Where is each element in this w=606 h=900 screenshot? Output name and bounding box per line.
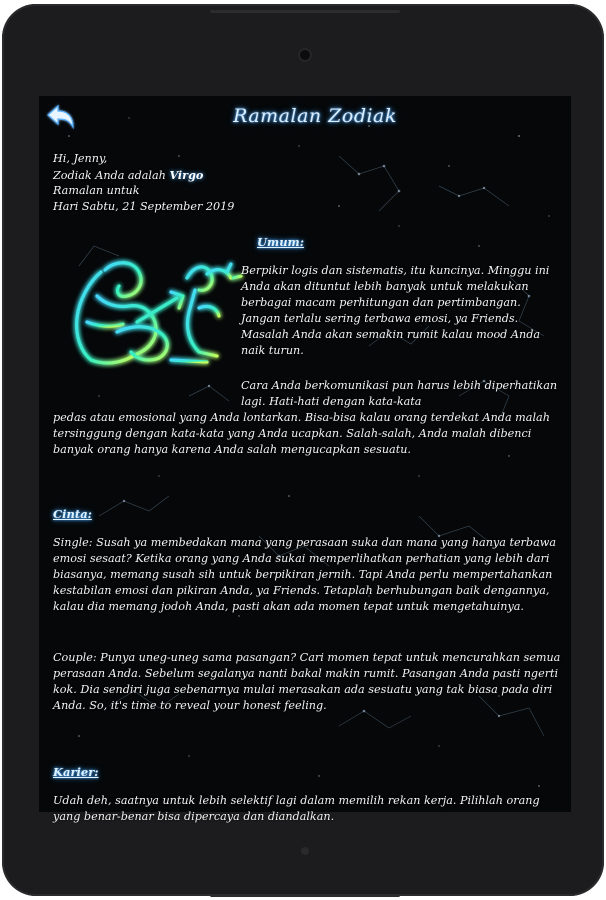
front-camera (300, 50, 310, 60)
cinta-paragraph-single: Single: Susah ya membedakan mana yang perasaan suka dan mana yang hanya terbawa emosi sesaat? Ketika orang yang Anda sukai memperlihatkan perhatian yang lebih dari biasanya, memang susah sih untuk berpikiran jernih. Tapi Anda perlu mempertahankan kestabilan emosi dan pikiran Anda, ya Friends. Tetaplah berhubungan baik dengannya, kalau dia memang jodoh Anda, pasti akan ada momen tepat untuk mengetahuinya. (53, 536, 556, 613)
greeting-name: Hi, Jenny, (53, 152, 108, 165)
zodiac-sign-prefix: Zodiak Anda adalah (53, 169, 170, 182)
virgo-symbol-icon (67, 252, 247, 372)
section-heading-cinta: Cinta: (53, 507, 92, 521)
greeting-block (53, 151, 353, 215)
top-speaker (210, 10, 400, 13)
zodiac-sign: Virgo (169, 168, 204, 182)
section-heading-karier: Karier: (53, 765, 99, 779)
app-screen (39, 96, 571, 823)
tablet-frame (2, 4, 604, 896)
forecast-label: Ramalan untuk (53, 184, 140, 197)
bottom-sensor (301, 847, 309, 855)
zodiac-sign-line (53, 167, 353, 183)
karier-paragraph: Udah deh, saatnya untuk lebih selektif lagi dalam memilih rekan kerja. Pilihlah orang yang benar-benar bisa dipercaya dan diandalkan. (53, 794, 540, 823)
cinta-paragraph-couple: Couple: Punya uneg-uneg sama pasangan? Cari momen tepat untuk mencurahkan semua perasaan Anda. Sebelum segalanya nanti bakal makin rumit. Pasangan Anda pasti ngerti kok. Dia sendiri juga sebenarnya mulai merasakan ada sesuatu yang tak biasa pada diri Anda. So, it's time to reveal your honest feeling. (53, 651, 561, 712)
section-heading-umum: Umum: (257, 235, 304, 249)
umum-paragraph-2-bottom: pedas atau emosional yang Anda lontarkan. Bisa-bisa kalau orang terdekat Anda malah tersinggung dengan kata-kata yang Anda ucapkan. Salah-salah, Anda malah dibenci banyak orang hanya karena Anda salah mengucapkan sesuatu. (53, 411, 550, 456)
umum-paragraph-1: Berpikir logis dan sistematis, itu kuncinya. Minggu ini Anda akan dituntut lebih banyak untuk melakukan berbagai macam perhitungan dan pertimbangan. Jangan terlalu sering terbawa emosi, ya Friends. Masalah Anda akan semakin rumit kalau mood Anda naik turun. (241, 264, 550, 357)
horoscope-content (39, 96, 571, 823)
forecast-date: Hari Sabtu, 21 September 2019 (53, 200, 235, 213)
umum-paragraph-2-top: Cara Anda berkomunikasi pun harus lebih diperhatikan lagi. Hati-hati dengan kata-kata (241, 379, 558, 408)
page-title: Ramalan Zodiak (233, 105, 397, 127)
bottom-speaker (210, 894, 400, 897)
